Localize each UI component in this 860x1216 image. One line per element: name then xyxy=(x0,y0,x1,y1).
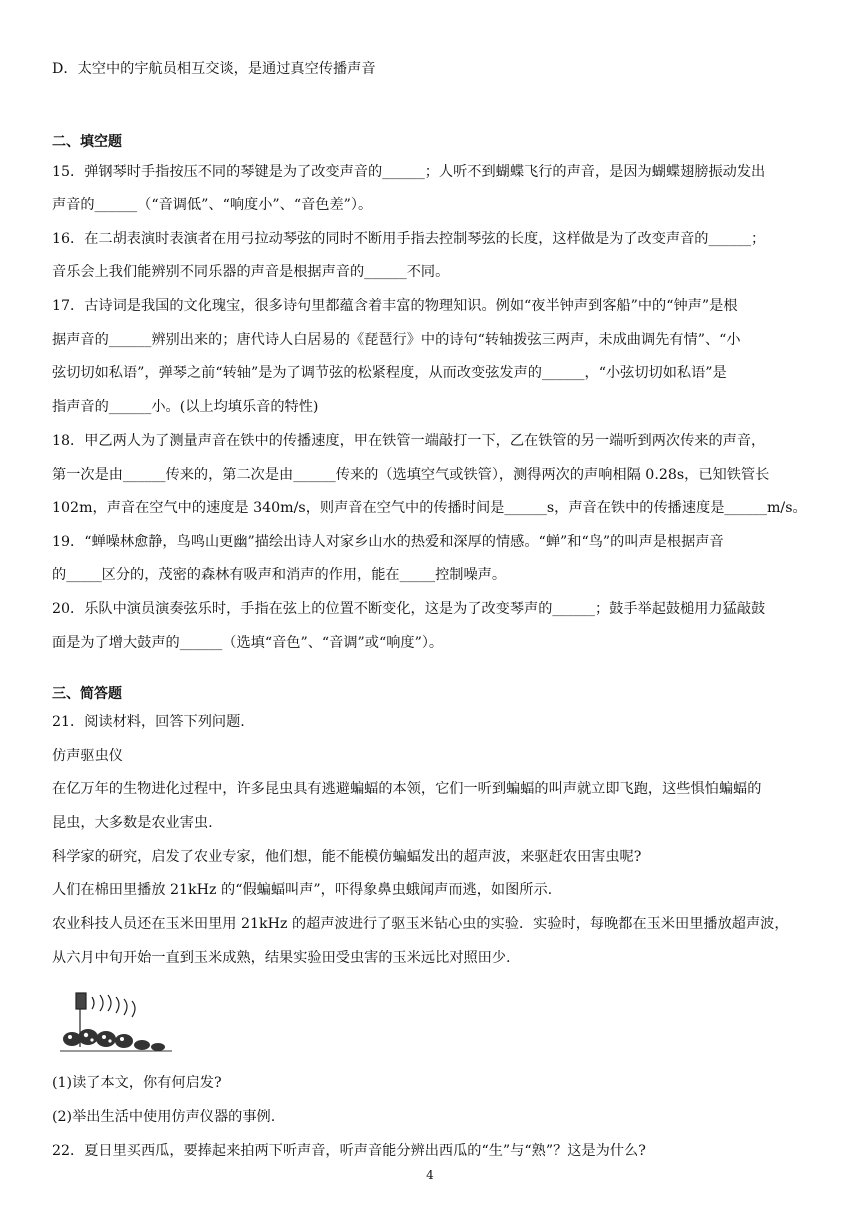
question-line: 16．在二胡表演时表演者在用弓拉动琴弦的同时不断用手指去控制琴弦的长度，这样做是为了改变声音的______； xyxy=(52,231,766,247)
question-line: 声音的______（“音调低”、“响度小”、“音色差”）。 xyxy=(52,197,373,213)
section-heading-fill-blank: 二、填空题 xyxy=(52,134,122,150)
question-line: 17．古诗词是我国的文化瑰宝，很多诗句里都蕴含着丰富的物理知识。例如“夜半钟声到客船”中的“钟声”是根 xyxy=(52,298,738,314)
passage-line: 从六月中旬开始一直到玉米成熟，结果实验田受虫害的玉米远比对照田少. xyxy=(52,950,511,966)
question-line: 15．弹钢琴时手指按压不同的琴键是为了改变声音的______；人听不到蝴蝶飞行的声音，是因为蝴蝶翅膀振动发出 xyxy=(52,164,766,180)
passage-line: 昆虫，大多数是农业害虫. xyxy=(52,815,213,831)
question-22: 22．夏日里买西瓜，要捧起来拍两下听声音，听声音能分辨出西瓜的“生”与“熟”？这是为什么? xyxy=(52,1143,646,1159)
passage-line: 在亿万年的生物进化过程中，许多昆虫具有逃避蝙蝠的本领，它们一听到蝙蝠的叫声就立即飞跑，这些惧怕蝙蝠的 xyxy=(52,781,762,797)
question-line: 的_____区分的，茂密的森林有吸声和消声的作用，能在_____控制噪声。 xyxy=(52,567,507,583)
option-d: D．太空中的宇航员相互交谈，是通过真空传播声音 xyxy=(52,61,376,77)
question-line: 音乐会上我们能辨别不同乐器的声音是根据声音的______不同。 xyxy=(52,264,450,280)
page-number: 4 xyxy=(426,1168,434,1182)
question-line: 面是为了增大鼓声的______（选填“音色”、“音调”或“响度”）。 xyxy=(52,635,444,651)
passage-line: 农业科技人员还在玉米田里用 21kHz 的超声波进行了驱玉米钻心虫的实验．实验时，每晚都在玉米田里播放超声波， xyxy=(52,916,789,932)
sub-question: (2)举出生活中使用仿声仪器的事例. xyxy=(52,1109,276,1125)
section-heading-short-answer: 三、简答题 xyxy=(52,686,122,702)
question-line: 102m，声音在空气中的速度是 340m/s，则声音在空气中的传播时间是______s，声音在铁中的传播速度是______m/s。 xyxy=(52,500,807,516)
sub-question: (1)读了本文，你有何启发? xyxy=(52,1075,222,1091)
passage-line: 科学家的研究，启发了农业专家，他们想，能不能模仿蝙蝠发出的超声波，来驱赶农田害虫呢? xyxy=(52,849,642,865)
question-line: 19．“蝉噪林愈静，鸟鸣山更幽”描绘出诗人对家乡山水的热爱和深厚的情感。“蝉”和“鸟”的叫声是根据声音 xyxy=(52,534,724,550)
question-line: 据声音的______辨别出来的；唐代诗人白居易的《琵琶行》中的诗句“转轴拨弦三两声，未成曲调先有情”、“小 xyxy=(52,332,741,348)
passage-title: 仿声驱虫仪 xyxy=(52,748,123,764)
ultrasonic-device-illustration xyxy=(60,989,172,1057)
question-line: 18．甲乙两人为了测量声音在铁中的传播速度，甲在铁管一端敲打一下，乙在铁管的另一端听到两次传来的声音， xyxy=(52,433,766,449)
question-line: 第一次是由______传来的，第二次是由______传来的（选填空气或铁管），测得两次的声响相隔 0.28s，已知铁管长 xyxy=(52,467,770,483)
question-line: 20．乐队中演员演奏弦乐时，手指在弦上的位置不断变化，这是为了改变琴声的______；鼓手举起鼓槌用力猛敲鼓 xyxy=(52,601,766,617)
passage-line: 21．阅读材料，回答下列问题. xyxy=(52,714,245,730)
question-line: 指声音的______小。(以上均填乐音的特性) xyxy=(52,399,319,415)
question-line: 弦切切如私语”，弹琴之前“转轴”是为了调节弦的松紧程度，从而改变弦发声的______，“小弦切切如私语”是 xyxy=(52,365,727,381)
passage-line: 人们在棉田里播放 21kHz 的“假蝙蝠叫声”，吓得象鼻虫蛾闻声而逃，如图所示. xyxy=(52,882,553,898)
